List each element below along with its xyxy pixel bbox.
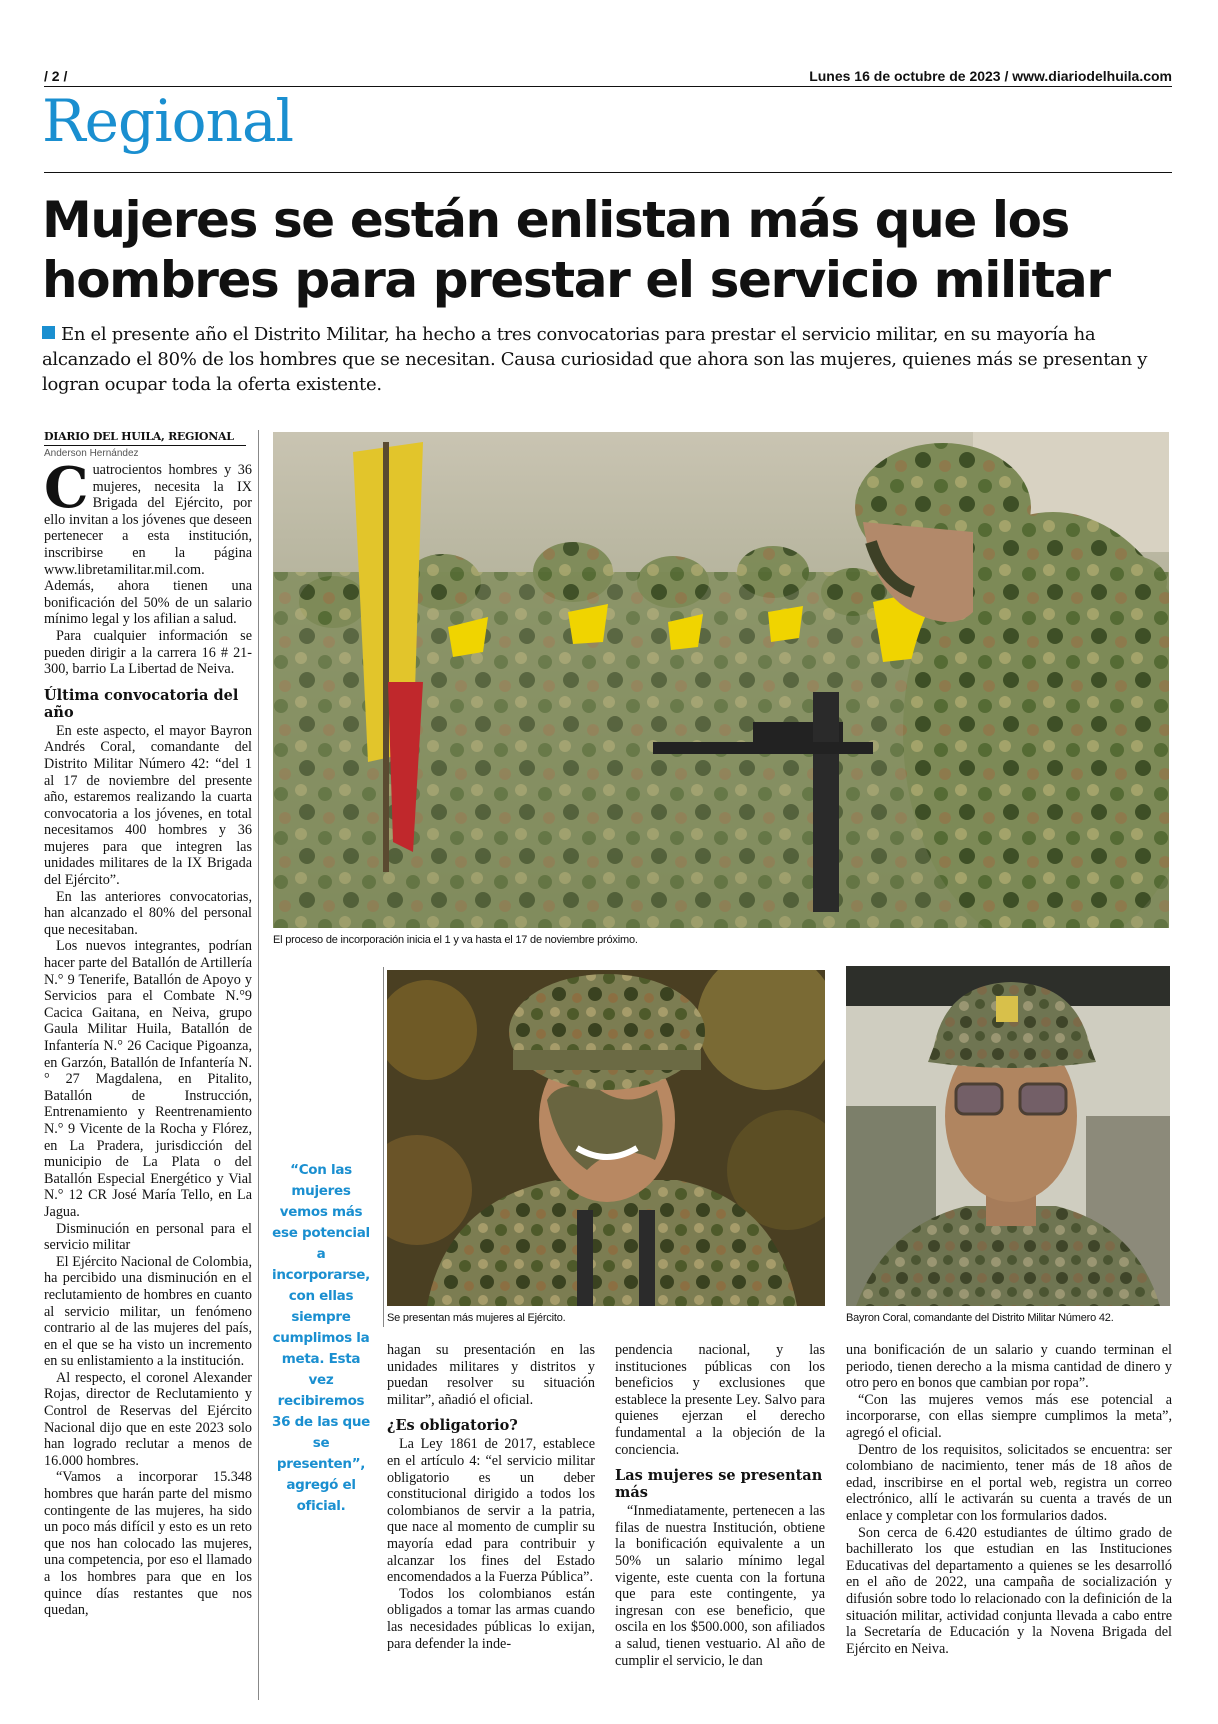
lead-square-icon [42,326,55,339]
article-paragraph: El Ejército Nacional de Colombia, ha percibido una disminución en el reclutamiento de hombres en cuanto al servicio militar, un fenómeno contrario al de las mujeres del país, en el que se ha visto un incremento en su enlistamiento a la institución. [44,1253,252,1370]
photo-caption: Se presentan más mujeres al Ejército. [387,1312,566,1324]
article-paragraph: En este aspecto, el mayor Bayron Andrés Coral, comandante del Distrito Militar Número 42: “del 1 al 17 de noviembre del presente año, estaremos realizando la cuarta convocatoria a los jóvenes, en total necesitamos 400 hombres y 36 mujeres para que integren las unidades militares de la IX Brigada del Ejército”. [44,722,252,889]
article-paragraph: Dentro de los requisitos, solicitados se encuentra: ser colombiano de nacimiento, tener más de 18 años de edad, inscribirse en el portal web, registra un correo electrónico, allí le activarán su cuenta a través de un enlace y completar con los formularios dados. [846,1441,1172,1524]
article-paragraph: Cuatrocientos hombres y 36 mujeres, necesita la IX Brigada del Ejército, por ello invitan a los jóvenes que deseen pertenecer a esta institución, inscribirse en la página www.libretamilitar.mil.com. Además, ahora tienen una bonificación del 50% de un salario mínimo legal y los afilian a salud. [44,455,252,628]
lead-text: En el presente año el Distrito Militar, ha hecho a tres convocatorias para prestar el servicio militar, en su mayoría ha alcanzado el 80% de los hombres que se necesitan. Causa curiosidad que ahora son las mujeres, quienes más se presentan y logran ocupar toda la oferta existente. [42,324,1148,395]
commander-portrait-illustration [846,966,1170,1306]
byline-org: DIARIO DEL HUILA, REGIONAL [44,430,246,446]
article-paragraph: “Con las mujeres vemos más ese potencial a incorporarse, con ellas siempre cumplimos la meta”, agregó el oficial. [846,1391,1172,1441]
section-rule [44,172,1172,173]
article-column-2 [387,1342,595,1652]
article-paragraph: una bonificación de un salario y cuando terminan el periodo, tienen derecho a la misma cantidad de dinero y otro pero en bonos que cambian por ropa”. [846,1342,1172,1392]
article-paragraph: pendencia nacional, y las instituciones públicas con los beneficios y exclusiones que establece la presente Ley. Salvo para quienes ejerzan el derecho fundamental a la objeción de la conciencia. [615,1342,825,1458]
article-paragraph: La Ley 1861 de 2017, establece en el artículo 4: “el servicio militar obligatorio es un deber constitucional dirigido a todos los colombianos de servir a la patria, que nace al momento de cumplir su mayoría edad para contribuir y alcanzar los fines del Estado encomendados a la Fuerza Pública”. [387,1436,595,1586]
article-paragraph: En las anteriores convocatorias, han alcanzado el 80% del personal que necesitaban. [44,888,252,938]
photo-female-soldier [387,970,825,1306]
photo-caption: Bayron Coral, comandante del Distrito Militar Número 42. [846,1312,1114,1324]
photo-caption: El proceso de incorporación inicia el 1 y va hasta el 17 de noviembre próximo. [273,934,638,946]
page-header [44,64,1172,88]
subheading: ¿Es obligatorio? [387,1417,518,1435]
lead-paragraph [42,322,1172,397]
article-paragraph: Para cualquier información se pueden dirigir a la carrera 16 # 21-300, barrio La Libertad de Neiva. [44,627,252,678]
article-column-4 [846,1342,1172,1657]
female-soldier-illustration [387,970,825,1306]
photo-soldiers-formation [273,432,1169,928]
photo-bayron-coral [846,966,1170,1306]
article-paragraph: Al respecto, el coronel Alexander Rojas, director de Reclutamiento y Control de Reservas del Ejército Nacional dijo que en este 2023 solo han logrado reclutar a menos de 16.000 hombres. [44,1369,252,1469]
article-paragraph: “Vamos a incorporar 15.348 hombres que harán parte del mismo contingente de las mujeres, ha sido un poco más difícil y esto es un reto que nos han colocado las mujeres, una competencia, por eso el llamado a los hombres para que en los quince días restantes que nos quedan, [44,1469,252,1619]
article-column-3 [615,1342,825,1669]
date-and-site: Lunes 16 de octubre de 2023 / www.diariodelhuila.com [809,68,1172,84]
article-paragraph: Todos los colombianos están obligados a tomar las armas cuando las necesidades públicas lo exijan, para defender la inde- [387,1585,595,1652]
subheading: Última convocatoria del año [44,686,239,721]
column-divider [258,430,259,1700]
pull-quote: “Con las mujeres vemos más ese potencial a incorporarse, con ellas siempre cumplimos la meta. Esta vez recibiremos 36 de las que se presenten”, agregó el oficial. [271,1162,370,1514]
page-number: / 2 / [44,68,68,84]
article-column-1 [44,455,252,1619]
article-paragraph: Los nuevos integrantes, podrían hacer parte del Batallón de Artillería N.° 9 Tenerife, Batallón de Apoyo y Servicios para el Combate N.°9 Cacica Gaitana, en Neiva, grupo Gaula Militar Huila, Batallón de Infantería N.° 26 Cacique Pigoanza, en Garzón, Batallón de Infantería N.° 27 Magdalena, en Pitalito, Batallón de Instrucción, Entrenamiento y Reentrenamiento N.° 9 Vicente de la Rocha y Flórez, en La Pradera, jurisdicción del municipio de La Plata o del Batallón Especial Energético y Vial N.° 12 CR José María Tello, en La Jagua. [44,938,252,1220]
byline-author: Anderson Hernández [44,448,139,459]
article-paragraph: hagan su presentación en las unidades militares y distritos y puedan resolver su situación militar”, añadió el oficial. [387,1342,595,1408]
soldiers-formation-illustration [273,432,1169,928]
article-paragraph: “Inmediatamente, pertenecen a las filas de nuestra Institución, obtiene la bonificación equivalente a un 50% un salario mínimo legal vigente, este cuenta con la fortuna que para este contingente, ya ingresan con ese beneficio, que oscila en los $500.000, son afiliados a salud, tienen vestuario. Al año de cumplir el servicio, le dan [615,1503,825,1669]
article-paragraph: Son cerca de 6.420 estudiantes de último grado de bachillerato los que estudian en las Instituciones Educativas del departamento a quienes se les desarrolló en el año de 2022, una campaña de socialización y difusión sobre todo lo relacionado con la definición de la situación militar, actividad conjunta llevada a cabo entre la Secretaría de Educación y la Novena Brigada del Ejército en Neiva. [846,1524,1172,1657]
article-paragraph: Disminución en personal para el servicio militar [44,1220,252,1254]
column-divider [383,967,384,1327]
subheading: Las mujeres se presentan más [615,1467,823,1502]
headline: Mujeres se están enlistan más que los hombres para prestar el servicio militar [42,191,1110,309]
section-title: Regional [42,87,294,155]
